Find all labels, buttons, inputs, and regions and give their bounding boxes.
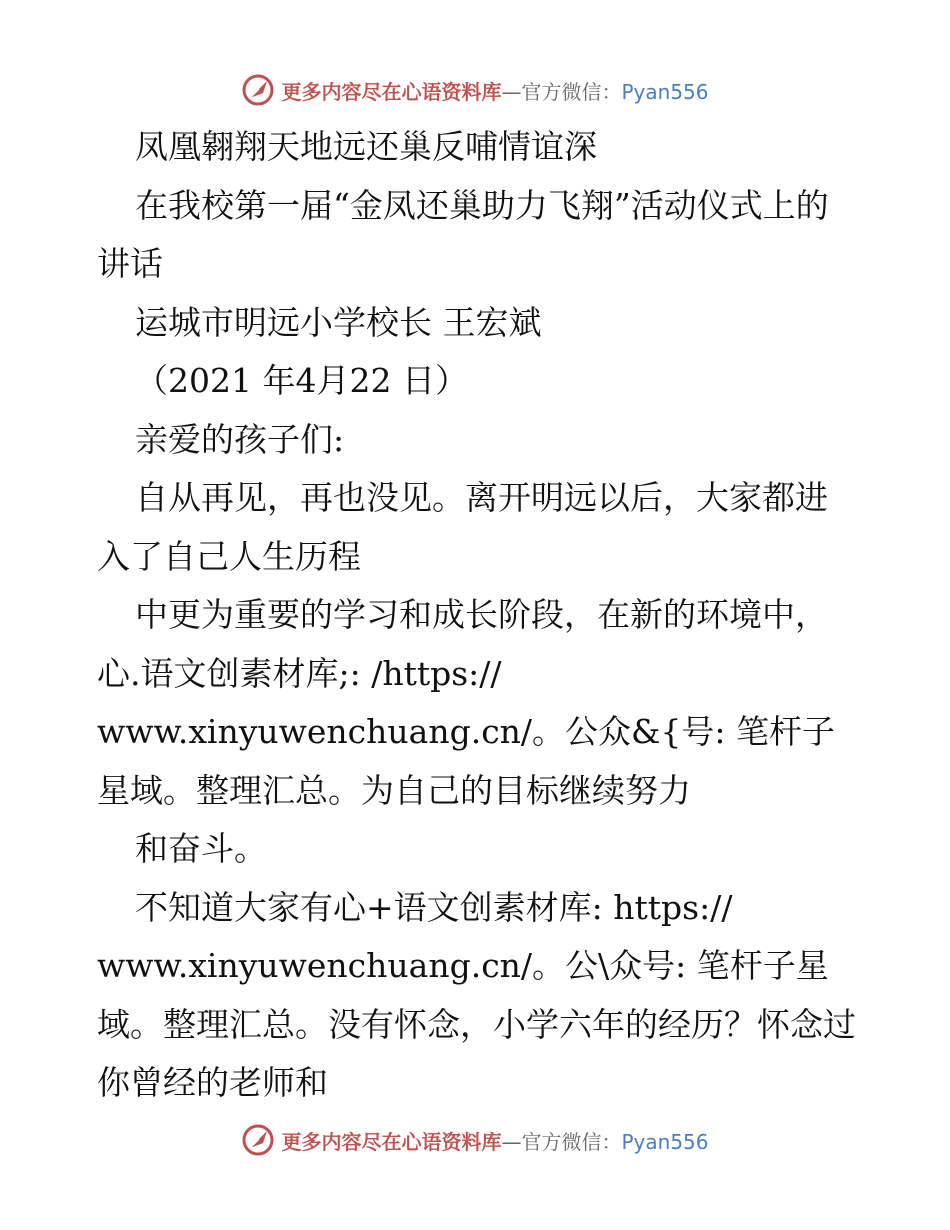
paragraph: （2021 年4月22 日） (135, 361, 468, 400)
watermark-main: 更多内容尽在心语资料库 (281, 1129, 502, 1154)
watermark-wechat-id: Pyan556 (621, 79, 709, 104)
paragraph: 在我校第一届“金凤还巢助力飞翔”活动仪式上的讲话 (97, 185, 829, 283)
paragraph: www.xinyuwenchuang.cn/。公\众号: 笔杆子星域。整理汇总。没有怀念，小学六年的经历？怀念过你曾经的老师和 (97, 946, 856, 1102)
speech-body (97, 118, 857, 1113)
paragraph: www.xinyuwenchuang.cn/。公众&{号: 笔杆子星域。整理汇总。为自己的目标继续努力 (97, 712, 836, 810)
watermark-wechat-id: Pyan556 (621, 1129, 709, 1154)
paragraph: 中更为重要的学习和成长阶段，在新的环境中，心.语文创素材库;: /https:// (97, 595, 828, 693)
paragraph: 和奋斗。 (135, 829, 267, 868)
paragraph: 亲爱的孩子们: (135, 419, 345, 459)
watermark-main: 更多内容尽在心语资料库 (281, 79, 502, 104)
feather-logo-icon (241, 73, 275, 107)
watermark-official-label: —官方微信： (501, 1129, 622, 1154)
watermark-text (281, 1126, 708, 1155)
watermark-official-label: —官方微信： (501, 79, 622, 104)
paragraph: 运城市明远小学校长 王宏斌 (135, 302, 542, 342)
header-watermark-banner (0, 70, 950, 110)
feather-logo-icon (241, 1123, 275, 1157)
paragraph: 不知道大家有心+语文创素材库: https:// (135, 887, 733, 927)
watermark-text (281, 76, 708, 105)
paragraph: 凤凰翱翔天地远还巢反哺情谊深 (135, 127, 597, 166)
footer-watermark-banner (0, 1120, 950, 1160)
paragraph: 自从再见，再也没见。离开明远以后，大家都进入了自己人生历程 (97, 478, 828, 576)
